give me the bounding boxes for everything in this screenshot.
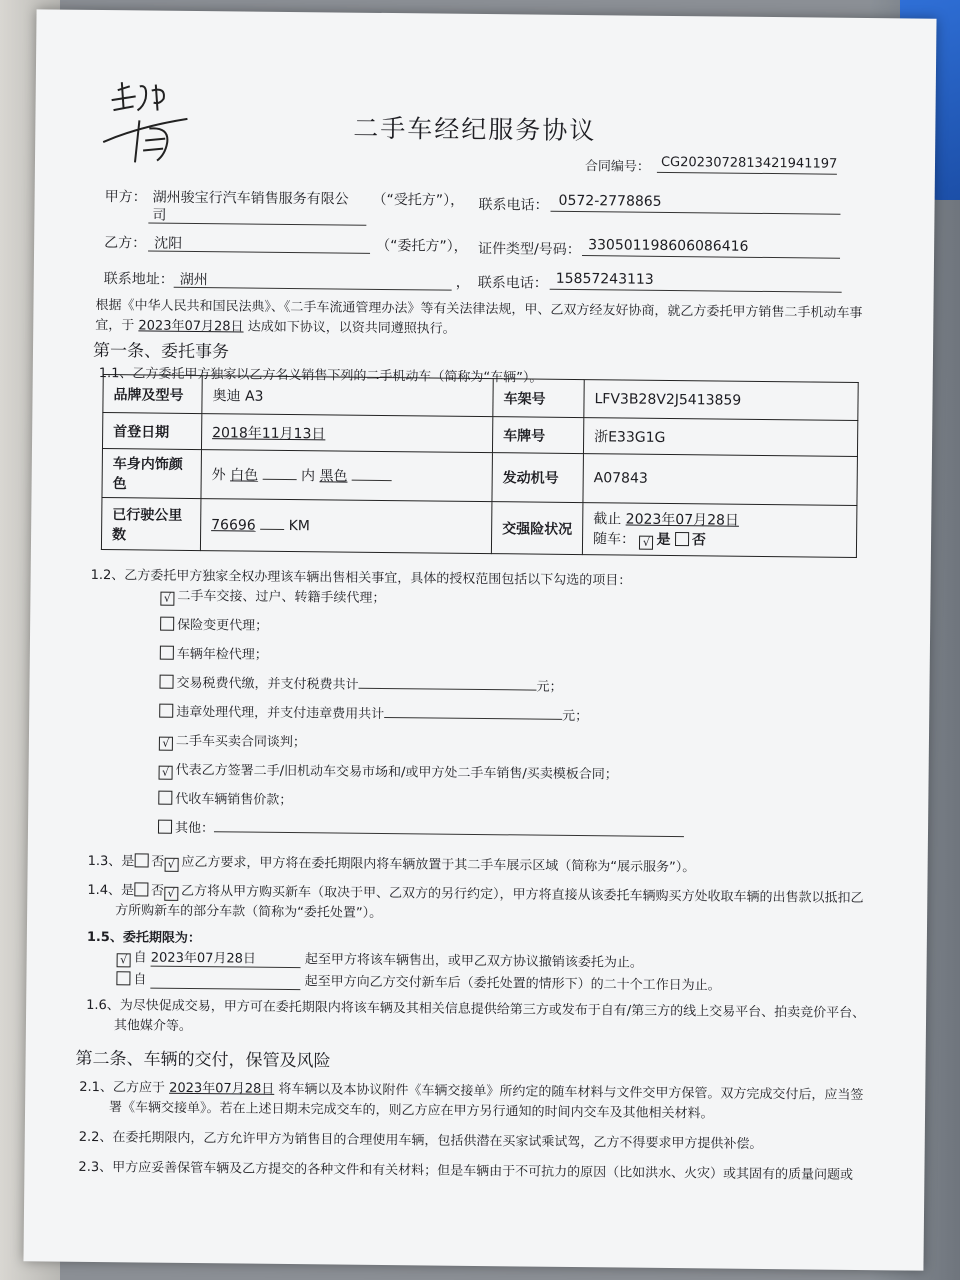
- other-line: [214, 831, 684, 837]
- option-label: 代表乙方签署二手/旧机动车交易市场和/或甲方处二手车销售/买卖模板合同；: [175, 762, 618, 783]
- party-a-name-1: 湖州骏宝行汽车销售服务有限公: [152, 189, 349, 208]
- clause-1-6-line-1: 1.6、为尽快促成交易，甲方可在委托期限内将该车辆及其相关信息提供给第三方或发布于自有/第三方的线上交易平台、拍卖竞价平台、: [86, 997, 866, 1022]
- option-checkbox[interactable]: [160, 646, 174, 660]
- contract-no-line: [657, 172, 837, 175]
- option-checkbox[interactable]: [159, 704, 173, 718]
- ext-line: [263, 479, 297, 480]
- option-label: 违章处理代理，并支付违章费用共计: [176, 704, 385, 723]
- term-2-checkbox[interactable]: [116, 971, 130, 985]
- address-comma: ，: [455, 274, 470, 291]
- contract-no-label: 合同编号：: [584, 159, 651, 175]
- option-item: [158, 788, 292, 808]
- reg-date-value: 2018年11月13日: [212, 424, 326, 442]
- insurance-date-row: [593, 508, 846, 531]
- term-1-date: 2023年07月28日: [150, 950, 257, 967]
- term-2-text: 起至甲方向乙方交付新车后（委托处置的情形下）的二十个工作日为止。: [304, 974, 721, 994]
- party-b-label: 乙方：: [104, 235, 147, 252]
- option-label: 其他：: [174, 820, 215, 837]
- option-item: [159, 759, 618, 785]
- option-suffix: 元；: [562, 708, 589, 725]
- no-checkbox[interactable]: √: [164, 858, 178, 872]
- option-item: [159, 701, 588, 724]
- option-checkbox[interactable]: [158, 820, 172, 834]
- handwritten-signature: [99, 80, 210, 171]
- option-checkbox[interactable]: √: [159, 737, 173, 751]
- table-row: [102, 449, 857, 506]
- ins-date: 2023年07月28日: [625, 511, 740, 529]
- term-2-from: 自: [133, 972, 147, 988]
- mileage-unit: KM: [288, 517, 310, 534]
- address-line: [174, 287, 452, 291]
- option-checkbox[interactable]: [159, 675, 173, 689]
- id-line: [582, 255, 840, 259]
- yes-checkbox[interactable]: √: [639, 536, 653, 550]
- address-label: 联系地址：: [103, 271, 174, 288]
- preamble-line-1: 根据《中华人民共和国民法典》、《二手车流通管理办法》等有关法律法规，甲、乙双方经友好协商，就乙方委托甲方销售二手机动车事: [95, 297, 863, 321]
- phone-label-2: 联系电话：: [477, 274, 548, 292]
- mileage-label: 已行驶公里数: [101, 498, 201, 551]
- tax-amount-line: [358, 688, 536, 691]
- option-item: [160, 585, 385, 608]
- term-2-date-line: [150, 973, 300, 991]
- term-1-checkbox[interactable]: √: [117, 953, 131, 967]
- term-1-date-field: [151, 947, 301, 969]
- term-1-from: 自: [133, 950, 147, 966]
- party-b-role: （“委托方”），: [376, 237, 468, 255]
- preamble-date: 2023年07月28日: [138, 318, 244, 335]
- contract-paper: [23, 9, 936, 1270]
- option-label: 保险变更代理；: [177, 617, 269, 634]
- option-checkbox[interactable]: √: [159, 766, 173, 780]
- no-label: 否: [691, 532, 707, 549]
- clause-2-1-prefix: 2.1、乙方应于: [79, 1079, 166, 1096]
- mileage-cell: [200, 499, 492, 554]
- clause-1-3-text: 应乙方要求，甲方将在委托期限内将车辆放置于其二手车展示区域（简称为“展示服务”）。: [181, 854, 696, 876]
- yes-label: 是: [656, 531, 671, 548]
- no-checkbox[interactable]: [675, 532, 689, 546]
- party-a-line: [148, 223, 366, 226]
- ins-with-car-row: [593, 528, 846, 552]
- int-color: 黑色: [319, 468, 348, 485]
- option-suffix: 元；: [536, 679, 563, 695]
- section-2-title: 第二条、车辆的交付，保管及风险: [75, 1048, 331, 1072]
- mileage-line: [260, 528, 284, 529]
- phone-1-line: [550, 211, 840, 215]
- clause-2-2: 2.2、在委托期限内，乙方允许甲方为销售目的合理使用车辆，包括供潜在买家试乘试驾，乙方不得要求甲方提供补偿。: [78, 1129, 763, 1152]
- option-item: [159, 672, 562, 695]
- option-item: [158, 817, 684, 842]
- ins-with-car-label: 随车：: [592, 531, 636, 548]
- option-checkbox[interactable]: [158, 791, 172, 805]
- option-label: 代收车辆销售价款；: [175, 791, 293, 809]
- clause-1-4-no: 否: [150, 883, 165, 899]
- document-title: 二手车经纪服务协议: [353, 113, 597, 146]
- yes-checkbox[interactable]: [134, 853, 148, 867]
- option-label: 交易税费代缴，并支付税费共计: [176, 675, 359, 693]
- party-a-name-2: 司: [152, 207, 167, 224]
- id-label: 证件类型/号码：: [478, 240, 581, 259]
- clause-2-1-date: 2023年07月28日: [169, 1080, 275, 1097]
- preamble-prefix: 宜，于: [95, 317, 135, 334]
- clause-1-3: [88, 850, 696, 877]
- clause-1-6-line-2: 其他媒介等。: [113, 1018, 193, 1035]
- phone-1: 0572-2778865: [558, 192, 662, 210]
- color-label: 车身内饰颜色: [102, 449, 202, 499]
- frame-label: 车架号: [493, 379, 584, 418]
- clause-1-3-prefix: 1.3、是: [87, 853, 135, 870]
- address: 湖州: [179, 271, 208, 289]
- option-item: [160, 614, 268, 634]
- int-line: [352, 480, 392, 481]
- clause-1-5-title: 1.5、委托期限为：: [86, 929, 201, 947]
- option-item: [160, 643, 268, 663]
- vehicle-table: [101, 374, 859, 558]
- violation-amount-line: [384, 717, 562, 720]
- plate-value: 浙E33G1G: [583, 418, 857, 457]
- clause-1-4-prefix: 1.4、是: [87, 882, 135, 899]
- clause-2-1-text: 将车辆以及本协议附件《车辆交接单》所约定的随车材料与文件交甲方保管。双方完成交付后，应当签: [278, 1081, 864, 1104]
- preamble-line-2: [95, 314, 456, 337]
- option-checkbox[interactable]: √: [160, 592, 174, 606]
- id-number: 330501198606086416: [588, 237, 749, 255]
- option-label: 二手车交接、过户、转籍手续代理；: [177, 588, 386, 607]
- section-1-title: 第一条、委托事务: [92, 340, 230, 363]
- clause-1-4-text-1: 乙方将从甲方购买新车（取决于甲、乙双方的另行约定），甲方将直接从该委托车辆购买方处收取车辆的出售款以抵扣乙: [180, 883, 864, 907]
- reg-date-label: 首登日期: [102, 413, 201, 450]
- phone-label-1: 联系电话：: [478, 196, 549, 214]
- ext-color: 白色: [230, 467, 259, 484]
- clause-1-2: 1.2、乙方委托甲方独家全权办理该车辆出售相关事宜，具体的授权范围包括以下勾选的项目：: [90, 567, 632, 589]
- engine-value: A07843: [583, 454, 857, 506]
- reg-date-cell: [201, 414, 492, 453]
- brand-label: 品牌及型号: [103, 375, 202, 414]
- ins-until-label: 截止: [593, 511, 622, 528]
- party-b-name: 沈阳: [154, 235, 183, 252]
- option-label: 二手车买卖合同谈判；: [175, 733, 307, 751]
- no-checkbox[interactable]: √: [164, 887, 178, 901]
- insurance-label: 交强险状况: [491, 502, 583, 555]
- ext-label: 外: [211, 467, 226, 484]
- brand-value: 奥迪 A3: [202, 376, 493, 417]
- contract-no: CG2023072813421941197: [660, 154, 838, 172]
- mileage-value: 76696: [211, 516, 256, 534]
- preamble-suffix: 达成如下协议，以资共同遵照执行。: [247, 319, 456, 337]
- yes-checkbox[interactable]: [134, 882, 148, 896]
- clause-1-1: 1.1、乙方委托甲方独家以乙方名义销售下列的二手机动车（简称为“车辆”）。: [98, 365, 543, 386]
- clause-2-1-line-2: 署《车辆交接单》。若在上述日期未完成交车的，则乙方应在甲方另行通知的时间内交车及其他相关材料。: [109, 1100, 714, 1122]
- phone-2: 15857243113: [555, 270, 654, 288]
- engine-label: 发动机号: [492, 453, 584, 503]
- party-a-role: （“受托方”），: [372, 191, 465, 209]
- party-a-label: 甲方：: [104, 189, 147, 206]
- option-item: [159, 730, 306, 753]
- plate-label: 车牌号: [492, 417, 583, 454]
- clause-2-3: 2.3、甲方应妥善保管车辆及乙方提交的各种文件和有关材料；但是车辆由于不可抗力的原因（比如洪水、火灾）或其固有的质量问题或: [78, 1159, 854, 1183]
- option-checkbox[interactable]: [160, 617, 174, 631]
- insurance-cell: [582, 503, 857, 558]
- color-cell: [201, 450, 492, 502]
- phone-2-line: [550, 289, 842, 293]
- clause-1-3-no: 否: [151, 854, 165, 870]
- frame-value: LFV3B28V2J5413859: [584, 380, 858, 421]
- int-label: 内: [300, 468, 316, 485]
- term-1-text: 起至甲方将该车辆售出，或甲乙双方协议撤销该委托为止。: [304, 952, 644, 971]
- clause-1-4-text-2: 方所购新车的部分车款（简称为“委托处置”）。: [115, 903, 383, 921]
- table-row: [101, 498, 857, 558]
- option-label: 车辆年检代理；: [176, 646, 268, 663]
